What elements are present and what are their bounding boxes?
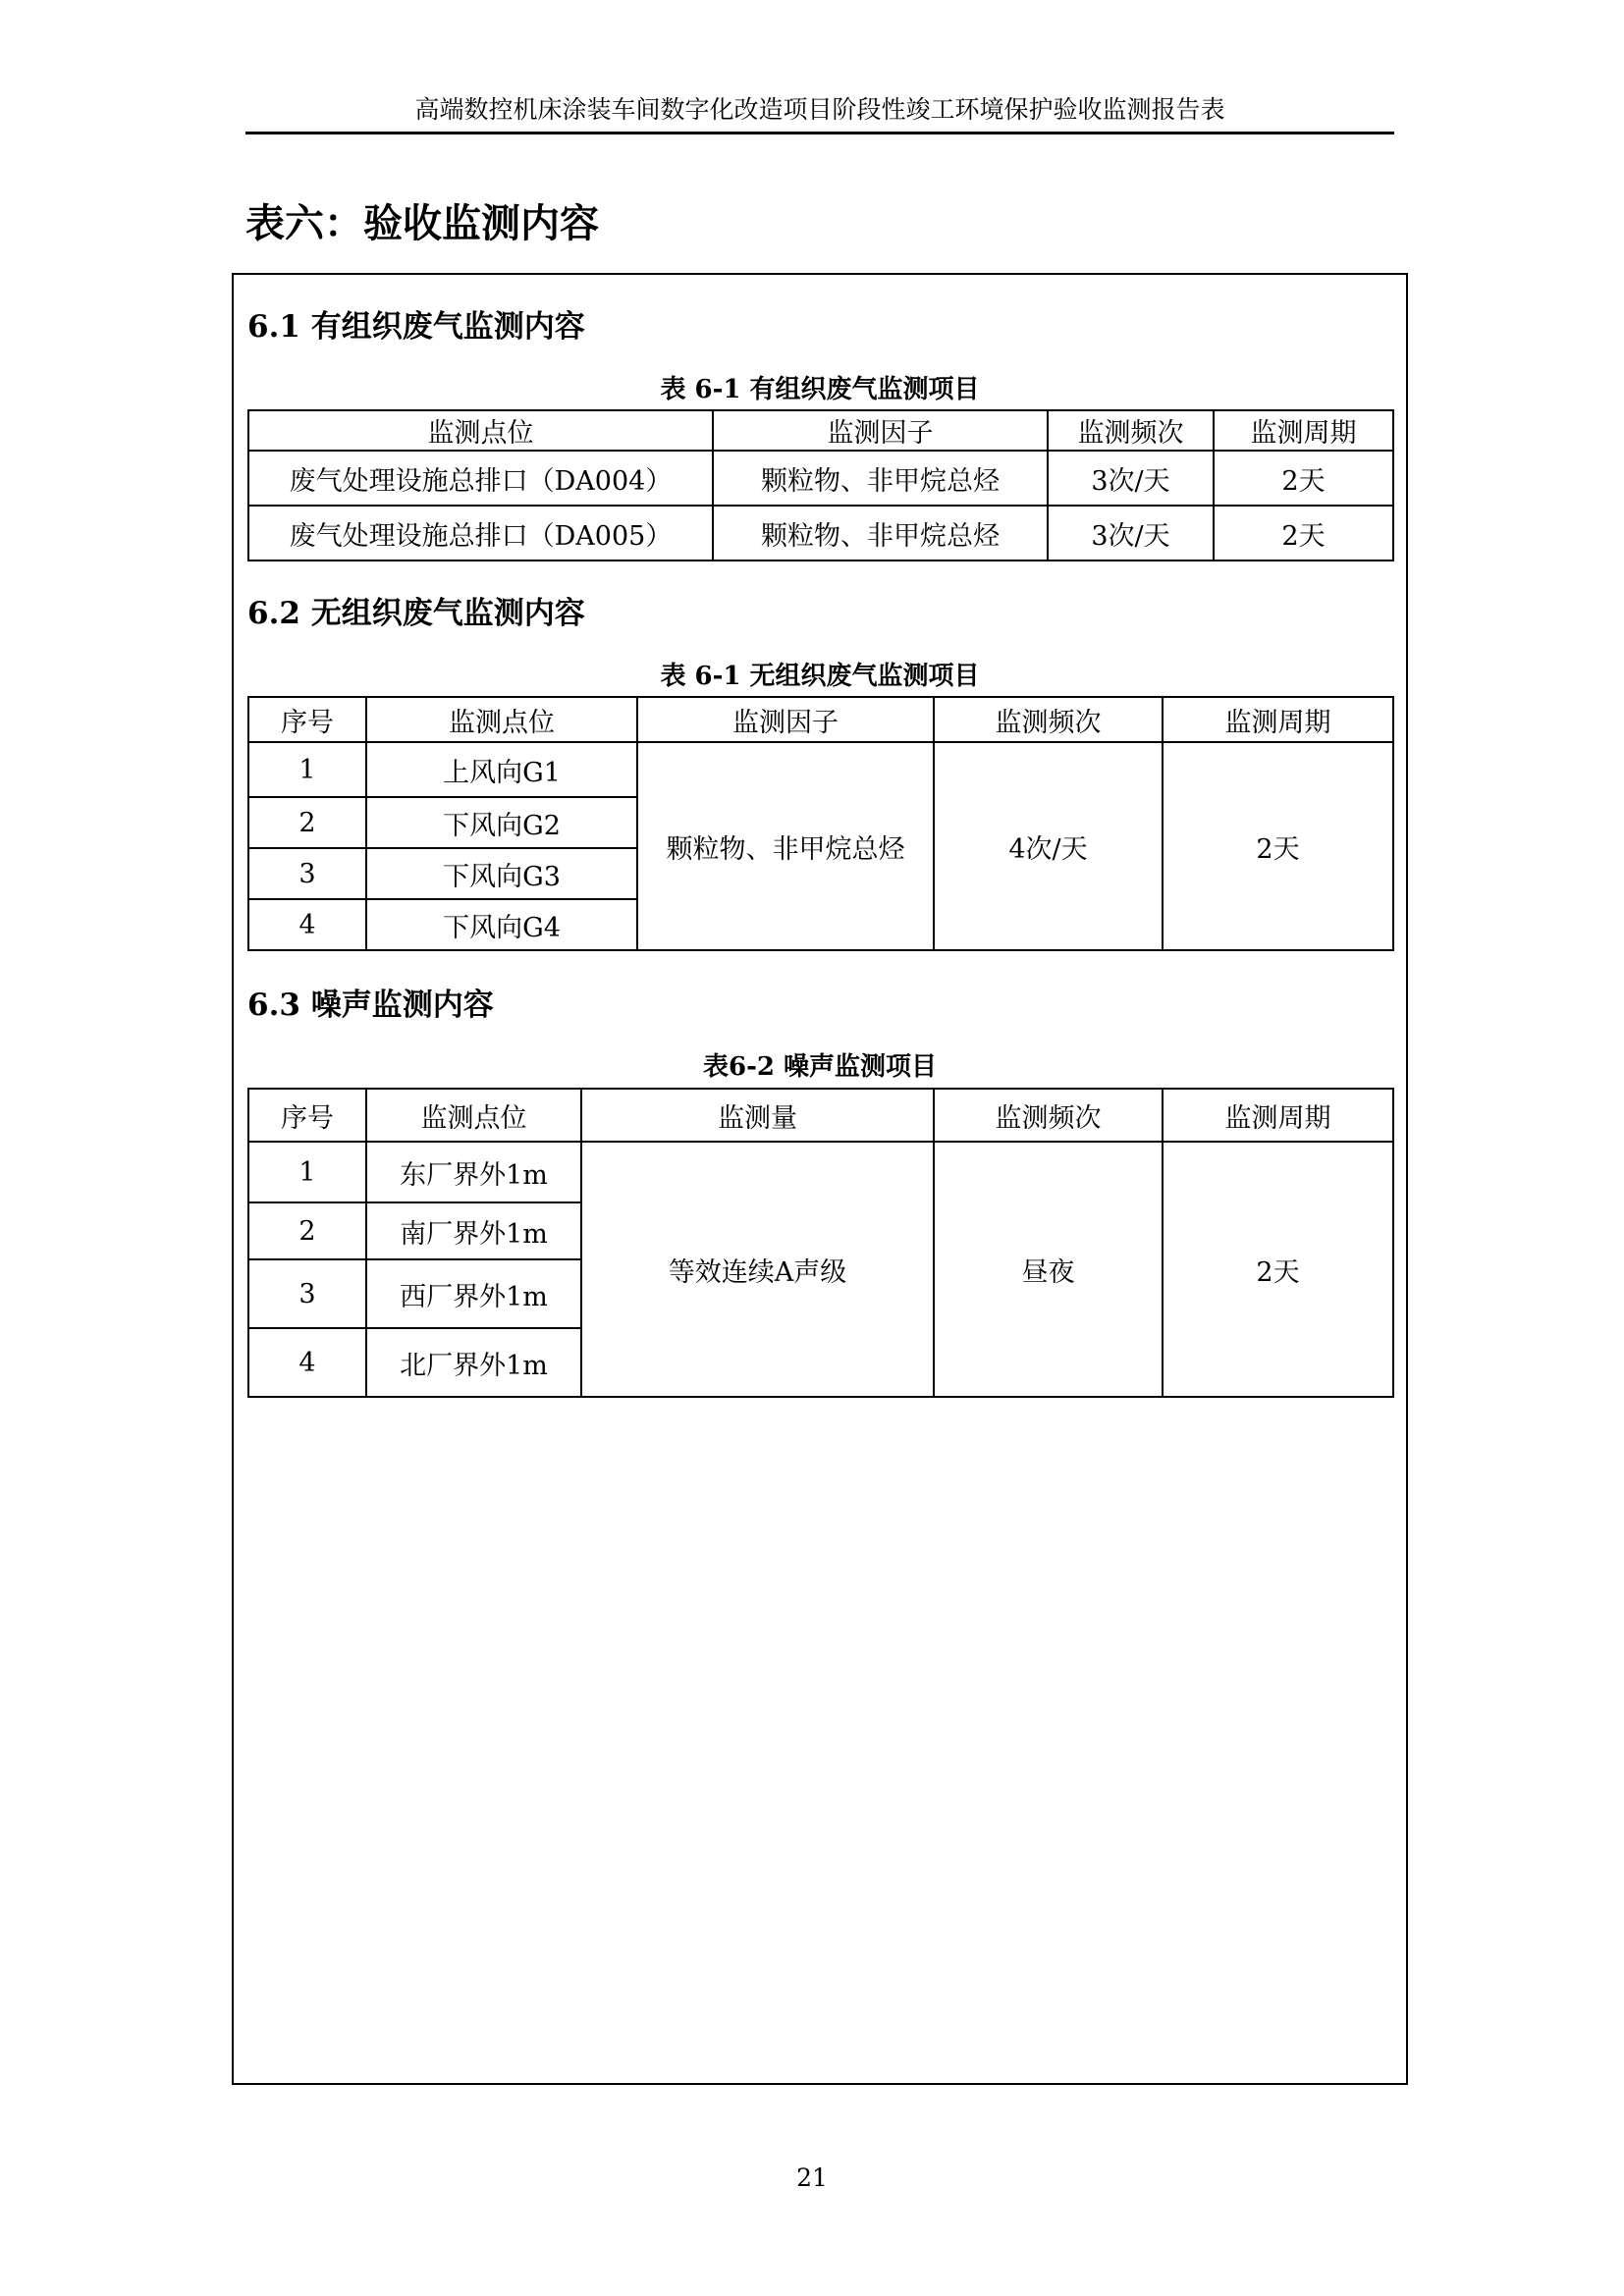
- column-header: 监测点位: [366, 1089, 581, 1142]
- column-header: 监测点位: [248, 410, 713, 451]
- merged-period-cell: 2天: [1163, 742, 1393, 950]
- column-header: 序号: [248, 1089, 366, 1142]
- heading-organized-exhaust: 6.1 有组织废气监测内容: [247, 309, 585, 345]
- table-cell: 废气处理设施总排口（DA005）: [248, 506, 713, 561]
- table-cell: 3: [248, 1259, 366, 1328]
- organized-exhaust-table: [247, 409, 1394, 561]
- section-title: 表六：验收监测内容: [245, 201, 599, 246]
- table-cell: 西厂界外1m: [366, 1259, 581, 1328]
- table-header-row: [248, 410, 1393, 451]
- report-header-title: 高端数控机床涂装车间数字化改造项目阶段性竣工环境保护验收监测报告表: [414, 95, 1225, 124]
- column-header: 监测周期: [1163, 1089, 1393, 1142]
- page-number: 21: [796, 2163, 828, 2192]
- merged-frequency-cell: 4次/天: [934, 742, 1163, 950]
- column-header: 监测点位: [366, 697, 637, 742]
- caption-fugitive-exhaust-table: 表 6-1 无组织废气监测项目: [660, 662, 980, 691]
- table-cell: 4: [248, 899, 366, 950]
- column-header: 监测频次: [934, 1089, 1163, 1142]
- table-row: [248, 451, 1393, 506]
- table-row: [248, 742, 1393, 797]
- table-cell: 下风向G4: [366, 899, 637, 950]
- header-divider: [245, 132, 1394, 134]
- table-cell: 1: [248, 1142, 366, 1202]
- table-cell: 下风向G2: [366, 797, 637, 848]
- column-header: 监测周期: [1163, 697, 1393, 742]
- table-cell: 2: [248, 1202, 366, 1259]
- fugitive-exhaust-table: [247, 696, 1394, 951]
- table-cell: 下风向G3: [366, 848, 637, 899]
- merged-period-cell: 2天: [1163, 1142, 1393, 1397]
- merged-frequency-cell: 昼夜: [934, 1142, 1163, 1397]
- heading-fugitive-exhaust: 6.2 无组织废气监测内容: [247, 596, 585, 631]
- table-cell: 3次/天: [1048, 506, 1214, 561]
- table-cell: 2天: [1214, 506, 1393, 561]
- table-header-row: [248, 1089, 1393, 1142]
- table-cell: 1: [248, 742, 366, 797]
- table-cell: 2: [248, 797, 366, 848]
- table-cell: 北厂界外1m: [366, 1328, 581, 1397]
- table-cell: 2天: [1214, 451, 1393, 506]
- table-cell: 废气处理设施总排口（DA004）: [248, 451, 713, 506]
- table-cell: 颗粒物、非甲烷总烃: [713, 506, 1048, 561]
- table-cell: 4: [248, 1328, 366, 1397]
- heading-noise: 6.3 噪声监测内容: [247, 988, 494, 1023]
- table-cell: 3次/天: [1048, 451, 1214, 506]
- table-row: [248, 1142, 1393, 1202]
- column-header: 监测因子: [713, 410, 1048, 451]
- caption-organized-exhaust-table: 表 6-1 有组织废气监测项目: [660, 375, 980, 404]
- column-header: 监测因子: [637, 697, 934, 742]
- table-row: [248, 506, 1393, 561]
- noise-table: [247, 1088, 1394, 1398]
- table-cell: 南厂界外1m: [366, 1202, 581, 1259]
- column-header: 序号: [248, 697, 366, 742]
- merged-factor-cell: 颗粒物、非甲烷总烃: [637, 742, 934, 950]
- column-header: 监测周期: [1214, 410, 1393, 451]
- column-header: 监测量: [581, 1089, 934, 1142]
- merged-quantity-cell: 等效连续A声级: [581, 1142, 934, 1397]
- table-cell: 3: [248, 848, 366, 899]
- table-cell: 上风向G1: [366, 742, 637, 797]
- table-cell: 颗粒物、非甲烷总烃: [713, 451, 1048, 506]
- caption-noise-table: 表6-2 噪声监测项目: [702, 1052, 938, 1082]
- table-cell: 东厂界外1m: [366, 1142, 581, 1202]
- column-header: 监测频次: [934, 697, 1163, 742]
- table-header-row: [248, 697, 1393, 742]
- column-header: 监测频次: [1048, 410, 1214, 451]
